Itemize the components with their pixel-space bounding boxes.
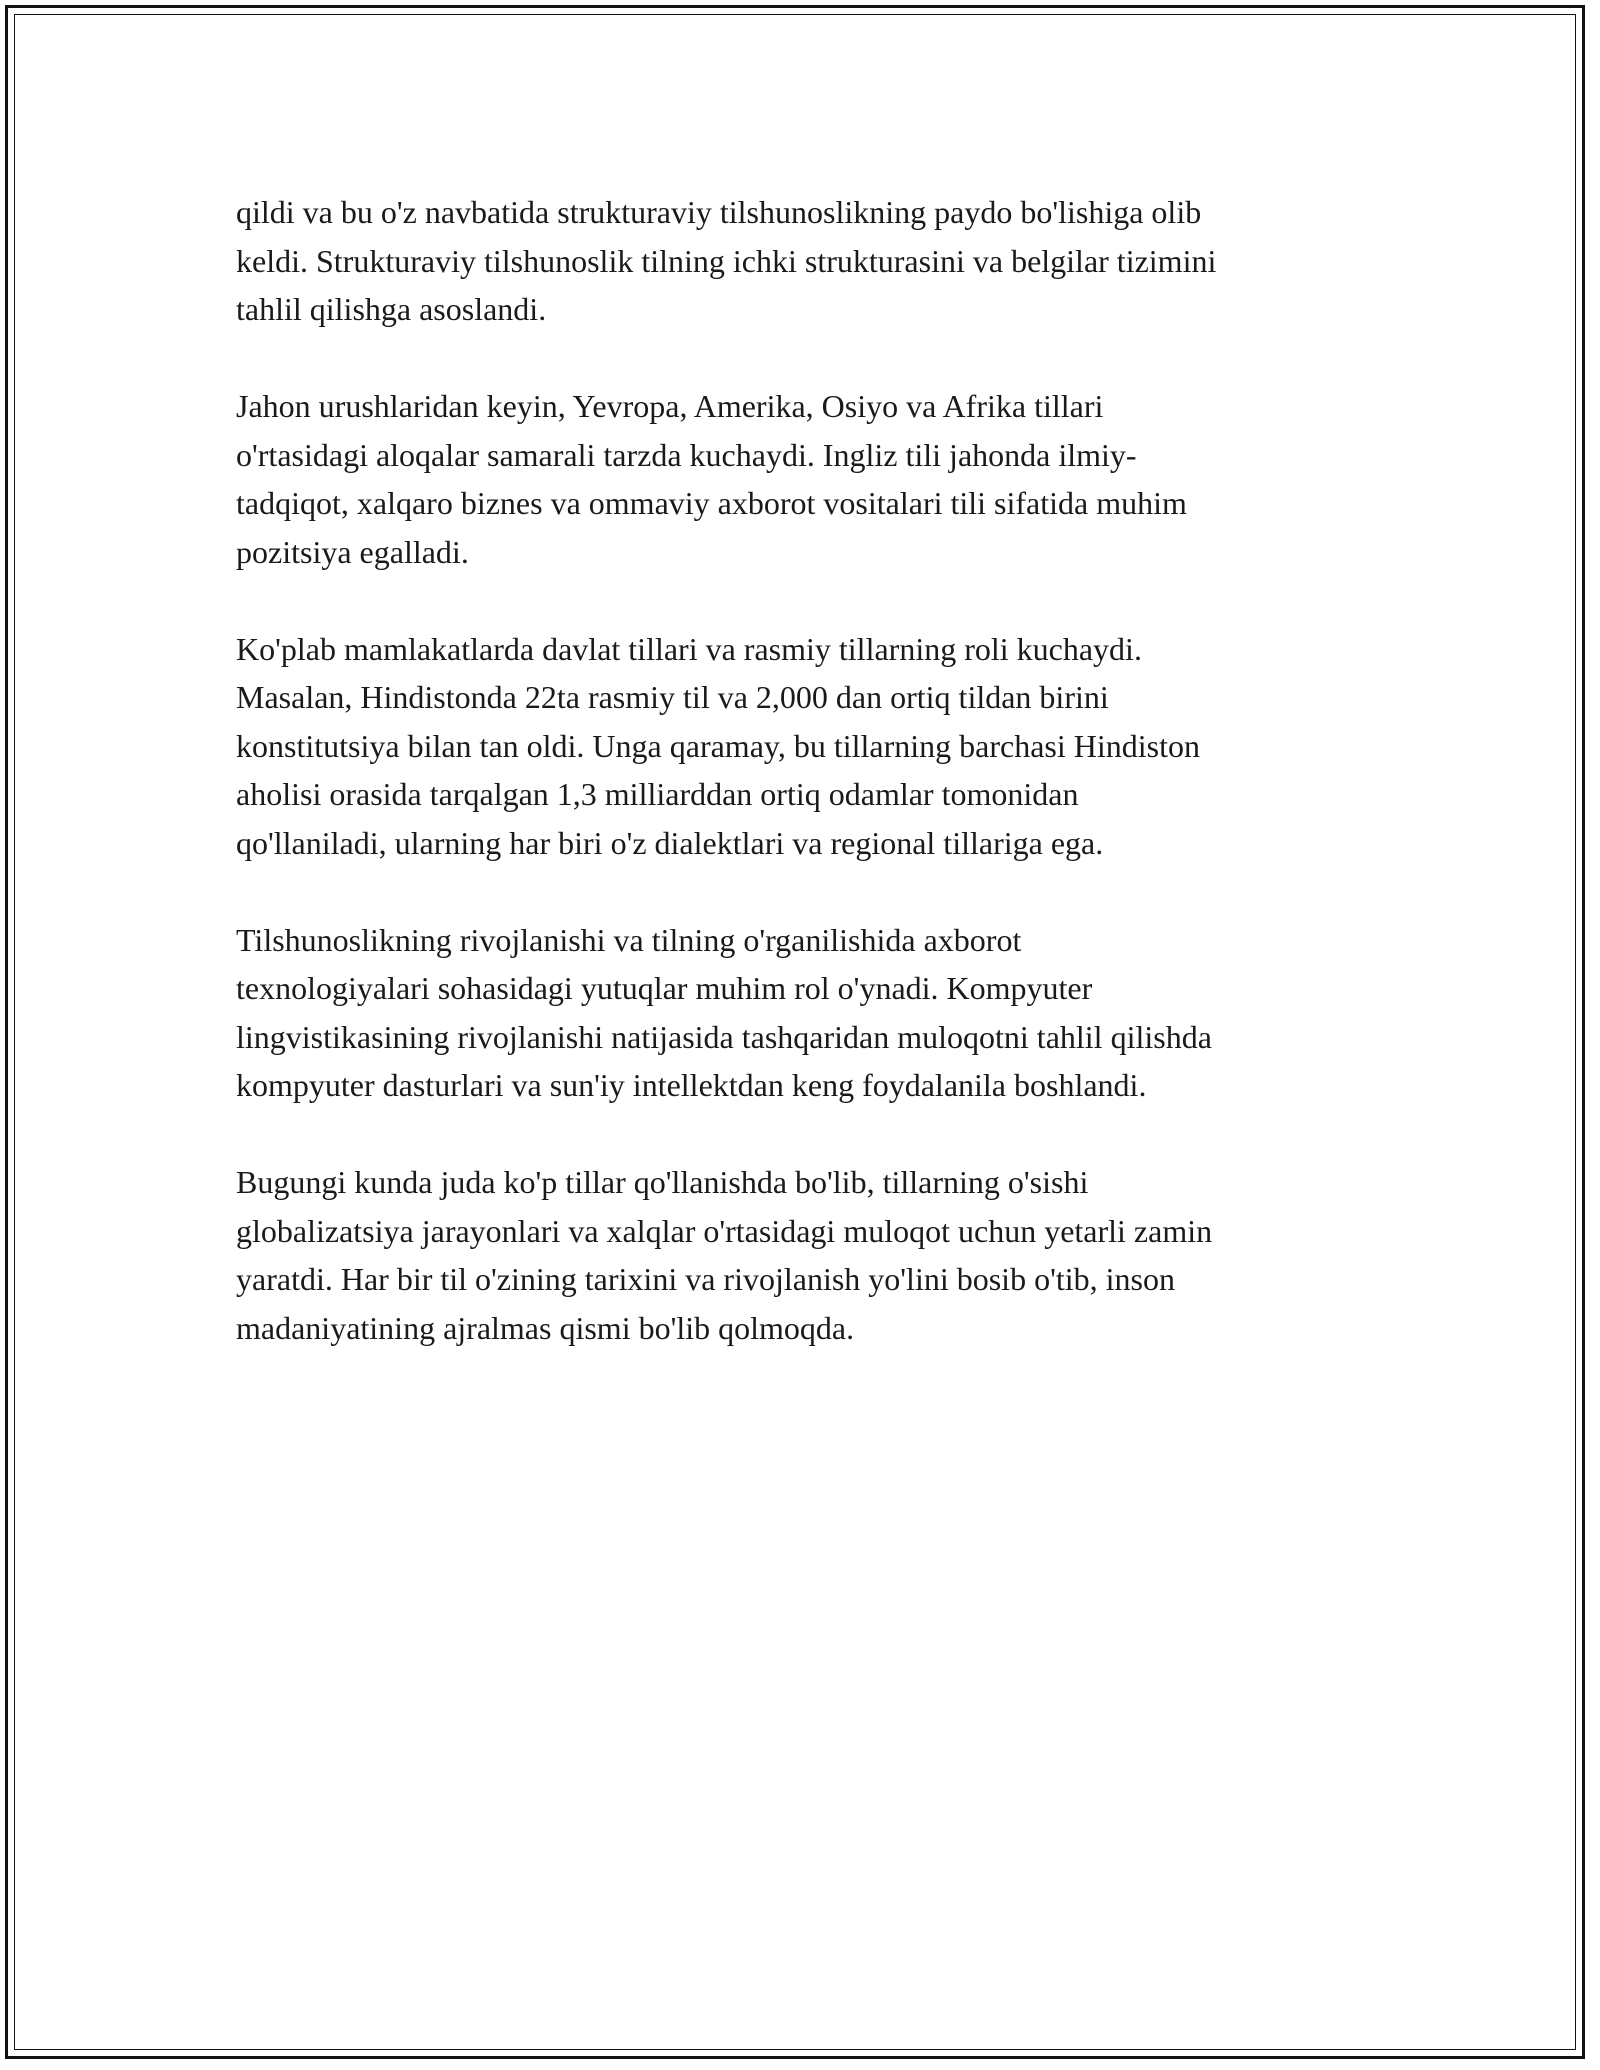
paragraph-3: [236, 625, 1386, 868]
text-line: Bugungi kunda juda ko'p tillar qo'llanishda bo'lib, tillarning o'sishi: [236, 1164, 1089, 1200]
paragraph-2: [236, 382, 1386, 576]
text-line: globalizatsiya jarayonlari va xalqlar o'rtasidagi muloqot uchun yetarli zamin: [236, 1212, 1213, 1249]
document-body: [236, 188, 1386, 1401]
text-line: Tilshunoslikning rivojlanishi va tilning o'rganilishida axborot: [236, 921, 1022, 958]
text-line: pozitsiya egalladi.: [236, 533, 469, 570]
text-line: tahlil qilishga asoslandi.: [236, 291, 547, 327]
text-line: kompyuter dasturlari va sun'iy intellektdan keng foydalanila boshlandi.: [236, 1067, 1147, 1103]
paragraph-1: [236, 188, 1386, 334]
text-line: texnologiyalari sohasidagi yutuqlar muhim rol o'ynadi. Kompyuter: [236, 970, 1093, 1006]
text-line: Ko'plab mamlakatlarda davlat tillari va rasmiy tillarning roli kuchaydi.: [236, 630, 1142, 667]
text-line: lingvistikasining rivojlanishi natijasida tashqaridan muloqotni tahlil qilishda: [236, 1018, 1212, 1055]
text-line: Jahon urushlaridan keyin, Yevropa, Amerika, Osiyo va Afrika tillari: [236, 388, 1104, 424]
text-line: qildi va bu o'z navbatida strukturaviy tilshunoslikning paydo bo'lishiga olib: [236, 194, 1202, 230]
text-line: yaratdi. Har bir til o'zining tarixini va rivojlanish yo'lini bosib o'tib, inson: [236, 1261, 1175, 1297]
paragraph-4: [236, 916, 1386, 1110]
text-line: konstitutsiya bilan tan oldi. Unga qaramay, bu tillarning barchasi Hindiston: [236, 727, 1200, 764]
text-line: madaniyatining ajralmas qismi bo'lib qolmoqda.: [236, 1309, 855, 1346]
text-line: tadqiqot, xalqaro biznes va ommaviy axborot vositalari tili sifatida muhim: [236, 485, 1187, 521]
text-line: qo'llaniladi, ularning har biri o'z dialektlari va regional tillariga ega.: [236, 824, 1104, 861]
text-line: o'rtasidagi aloqalar samarali tarzda kuchaydi. Ingliz tili jahonda ilmiy-: [236, 436, 1137, 473]
text-line: aholisi orasida tarqalgan 1,3 milliarddan ortiq odamlar tomonidan: [236, 776, 1079, 812]
text-line: Masalan, Hindistonda 22ta rasmiy til va 2,000 dan ortiq tildan birini: [236, 679, 1109, 715]
paragraph-5: [236, 1158, 1386, 1352]
text-line: keldi. Strukturaviy tilshunoslik tilning ichki strukturasini va belgilar tizimini: [236, 242, 1217, 279]
